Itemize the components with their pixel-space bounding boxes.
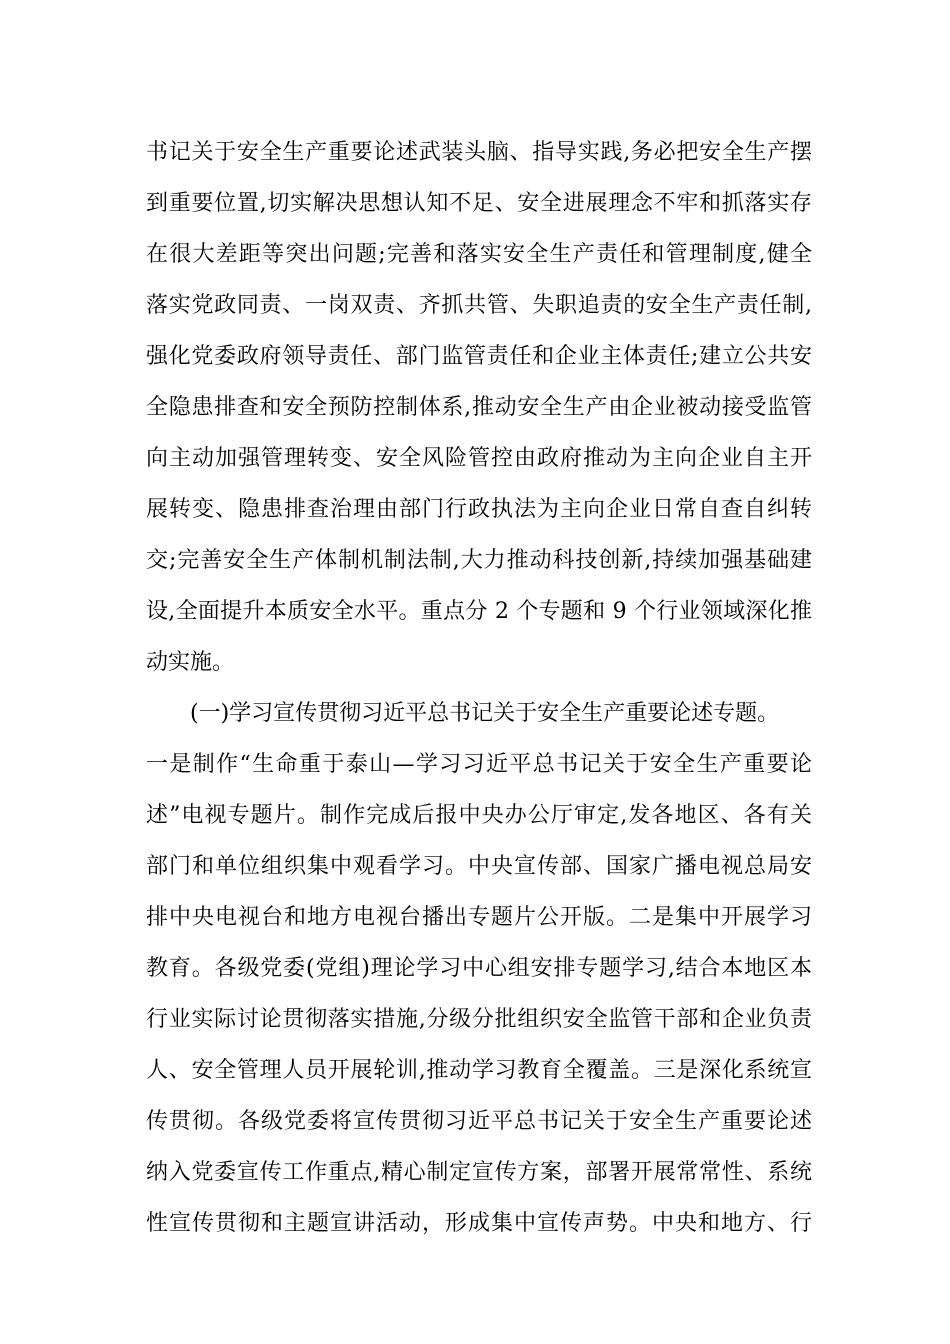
- text-line: 设,全面提升本质安全水平。重点分 2 个专题和 9 个行业领域深化推: [146, 599, 812, 624]
- text-line: 动实施。: [146, 650, 235, 675]
- document-body: [146, 127, 812, 1249]
- text-line: 在很大差距等突出问题;完善和落实安全生产责任和管理制度,健全: [146, 242, 812, 267]
- text-line: 交;完善安全生产体制机制法制,大力推动科技创新,持续加强基础建: [146, 548, 812, 573]
- text-line: 展转变、隐患排查治理由部门行政执法为主向企业日常自查自纠转: [146, 497, 812, 522]
- text-line: 落实党政同责、一岗双责、齐抓共管、失职追责的安全生产责任制,: [146, 293, 812, 318]
- text-line: 教育。各级党委(党组)理论学习中心组安排专题学习,结合本地区本: [146, 956, 812, 981]
- text-line: 全隐患排查和安全预防控制体系,推动安全生产由企业被动接受监管: [146, 395, 812, 420]
- text-line: 书记关于安全生产重要论述武装头脑、指导实践,务必把安全生产摆: [146, 140, 812, 165]
- text-line: 性宣传贯彻和主题宣讲活动，形成集中宣传声势。中央和地方、行: [146, 1211, 812, 1236]
- text-line: 强化党委政府领导责任、部门监管责任和企业主体责任;建立公共安: [146, 344, 812, 369]
- text-line: 纳入党委宣传工作重点,精心制定宣传方案，部署开展常常性、系统: [146, 1160, 812, 1185]
- text-line: 述”电视专题片。制作完成后报中央办公厅审定,发各地区、各有关: [146, 803, 812, 828]
- text-line: 传贯彻。各级党委将宣传贯彻习近平总书记关于安全生产重要论述: [146, 1109, 812, 1134]
- text-line: 到重要位置,切实解决思想认知不足、安全进展理念不牢和抓落实存: [146, 191, 812, 216]
- text-line: 向主动加强管理转变、安全风险管控由政府推动为主向企业自主开: [146, 446, 812, 471]
- text-line: 一是制作“生命重于泰山—学习习近平总书记关于安全生产重要论: [146, 752, 812, 777]
- section-heading-line: (一)学习宣传贯彻习近平总书记关于安全生产重要论述专题。: [190, 701, 780, 726]
- text-line: 排中央电视台和地方电视台播出专题片公开版。二是集中开展学习: [146, 905, 812, 930]
- text-line: 人、安全管理人员开展轮训,推动学习教育全覆盖。三是深化系统宣: [146, 1058, 812, 1083]
- text-line: 行业实际讨论贯彻落实措施,分级分批组织安全监管干部和企业负责: [146, 1007, 812, 1032]
- text-line: 部门和单位组织集中观看学习。中央宣传部、国家广播电视总局安: [146, 854, 812, 879]
